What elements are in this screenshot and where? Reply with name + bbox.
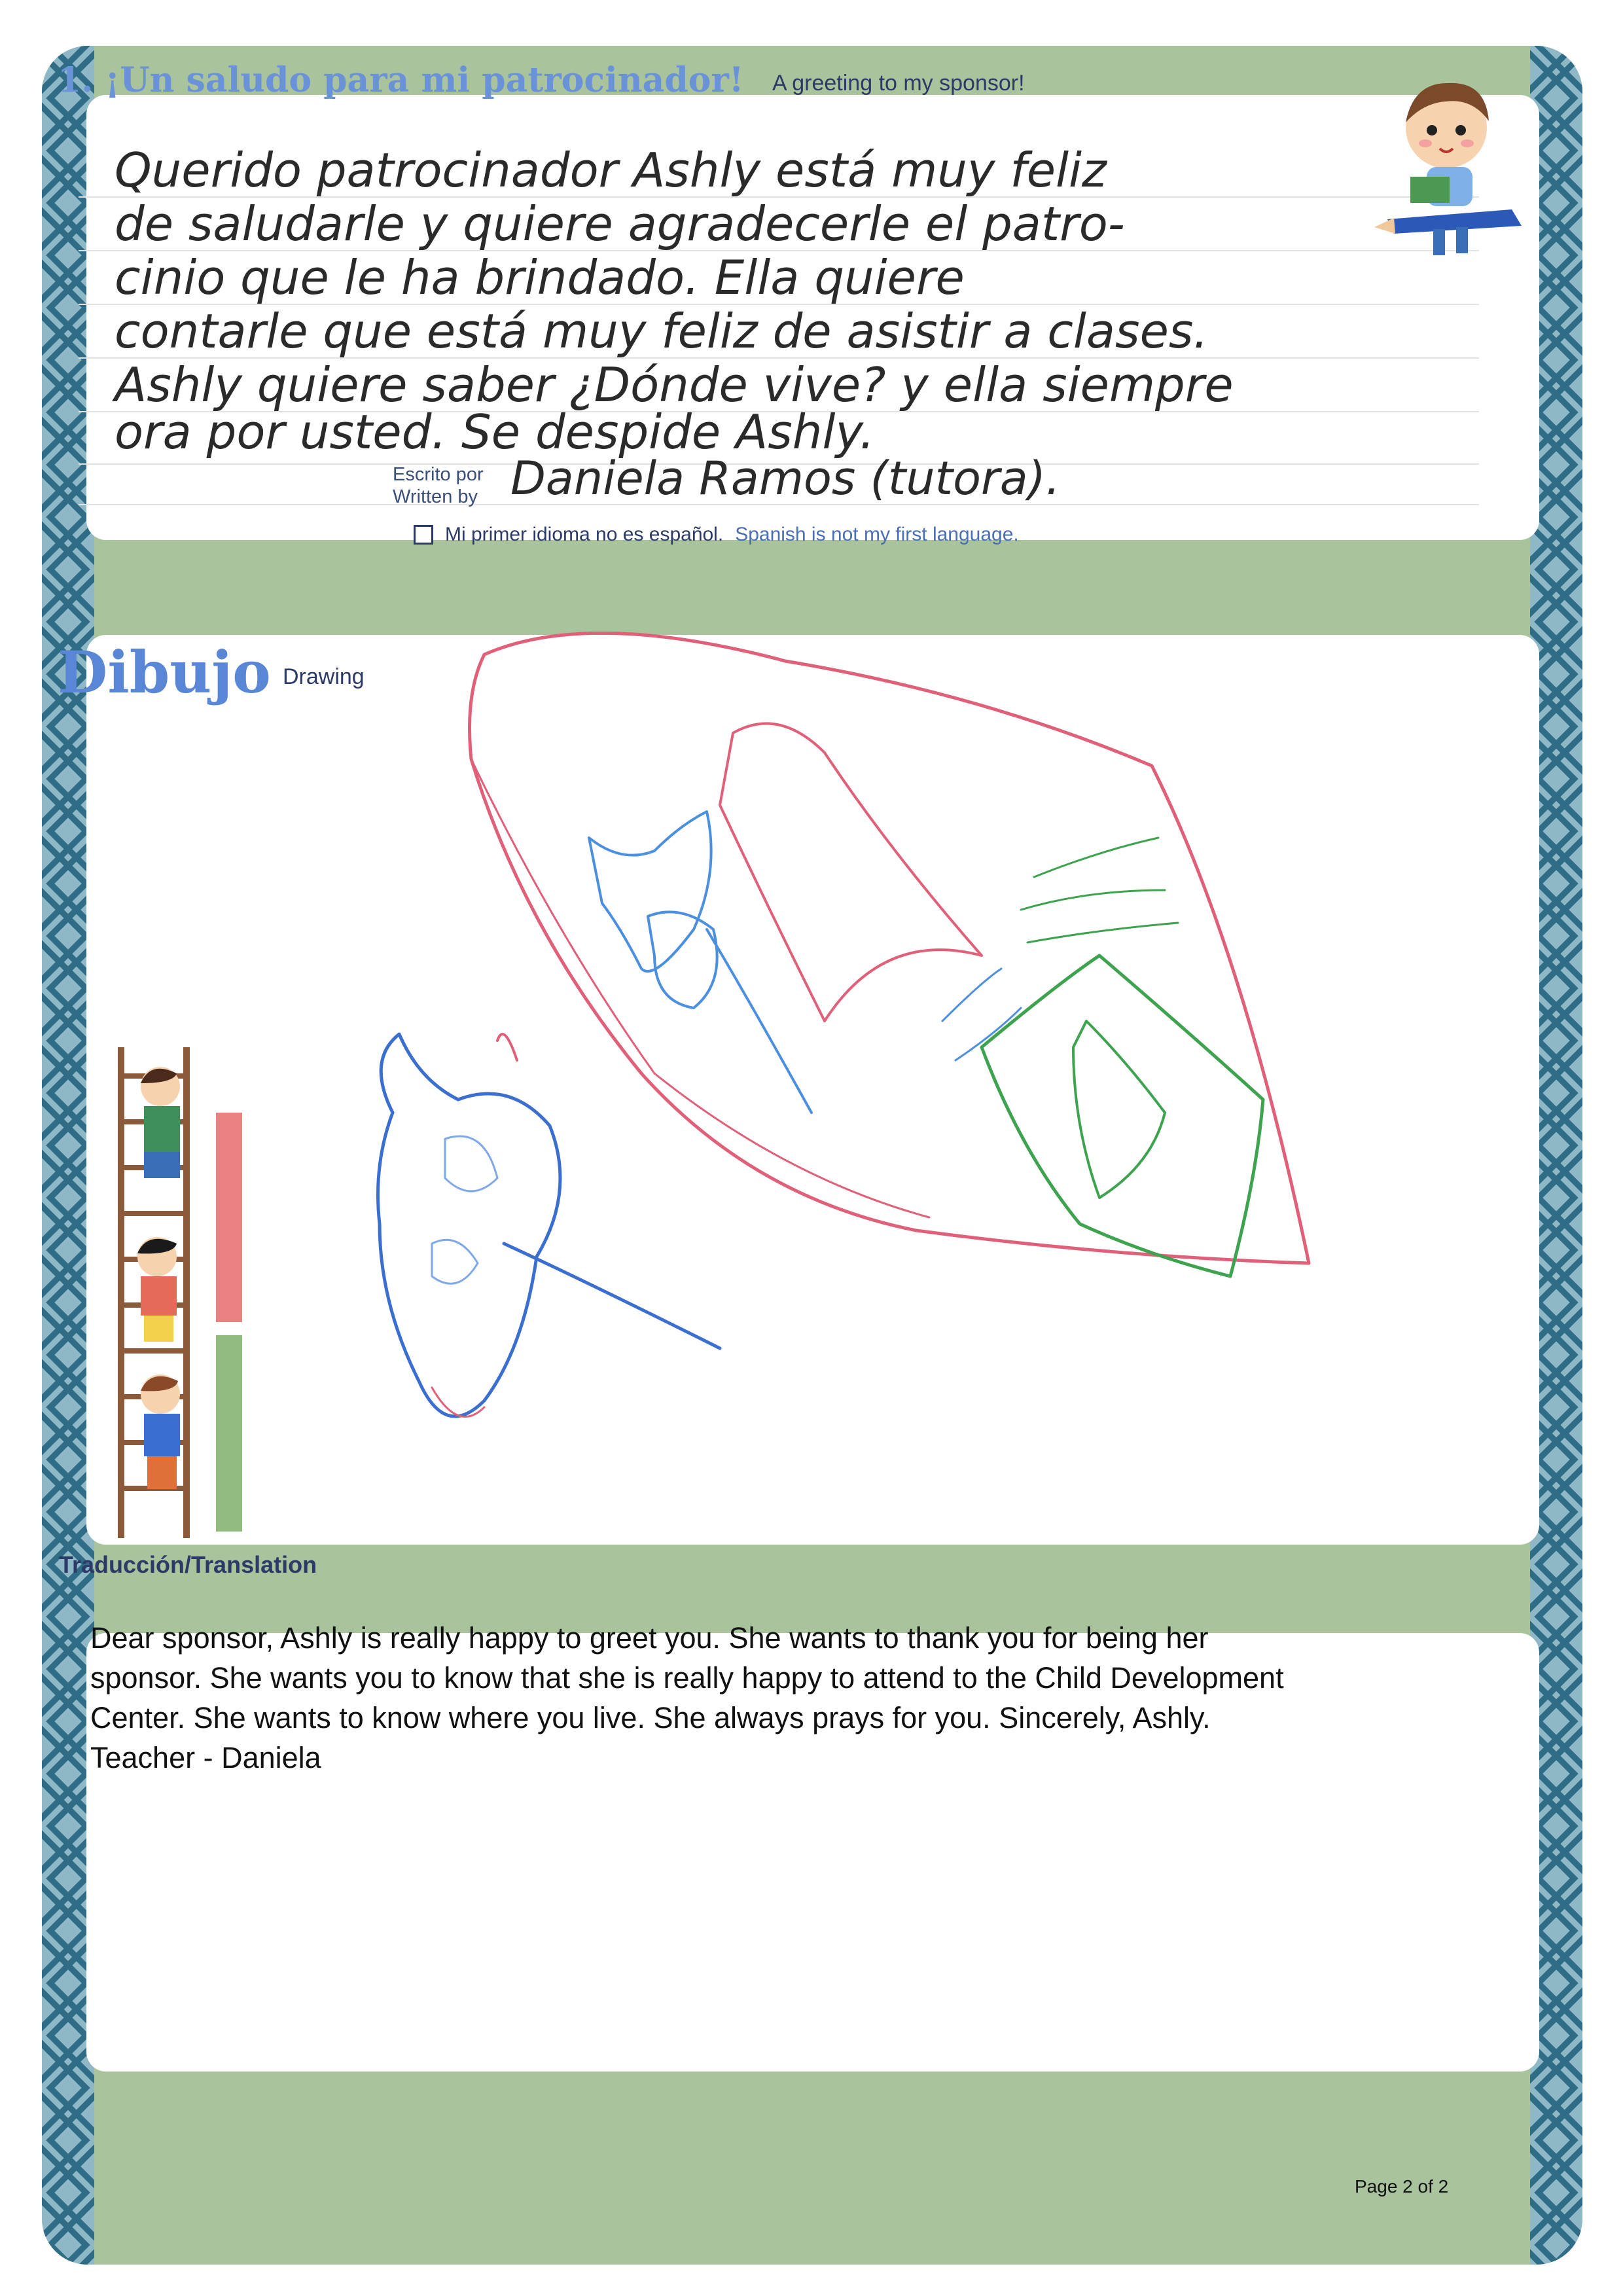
- language-label-es: Mi primer idioma no es español.: [445, 524, 724, 545]
- drawing-subtitle: Drawing: [283, 664, 365, 689]
- handwritten-line: contarle que está muy feliz de asistir a clases.: [115, 304, 1209, 359]
- handwritten-line: de saludarle y quiere agradecerle el patro-: [115, 196, 1125, 251]
- written-by-value: Daniela Ramos (tutora).: [510, 452, 1061, 505]
- greeting-subtitle: A greeting to my sponsor!: [772, 71, 1025, 96]
- greeting-title: 1. ¡Un saludo para mi patrocinador!: [58, 60, 744, 100]
- translation-text: Dear sponsor, Ashly is really happy to greet you. She wants to thank you for being her sponsor. She wants you to know that she is really happy to attend to the Child Development Center. She wants to know where you live. She always prays for you. Sincerely, Ashly. Teacher - Daniela: [90, 1621, 1284, 1774]
- handwritten-line: Querido patrocinador Ashly está muy feliz: [115, 143, 1107, 198]
- handwritten-line: ora por usted. Se despide Ashly.: [115, 404, 875, 459]
- language-label-en: Spanish is not my first language.: [735, 524, 1019, 545]
- handwritten-line: cinio que le ha brindado. Ella quiere: [115, 250, 965, 305]
- handwritten-line: Ashly quiere saber ¿Dónde vive? y ella siempre: [115, 357, 1234, 412]
- page-number: Page 2 of 2: [1355, 2176, 1449, 2197]
- translation-label: Traducción/Translation: [59, 1551, 317, 1578]
- written-by-label: Escrito por Written by: [393, 464, 484, 507]
- drawing-title: Dibujo: [58, 638, 271, 706]
